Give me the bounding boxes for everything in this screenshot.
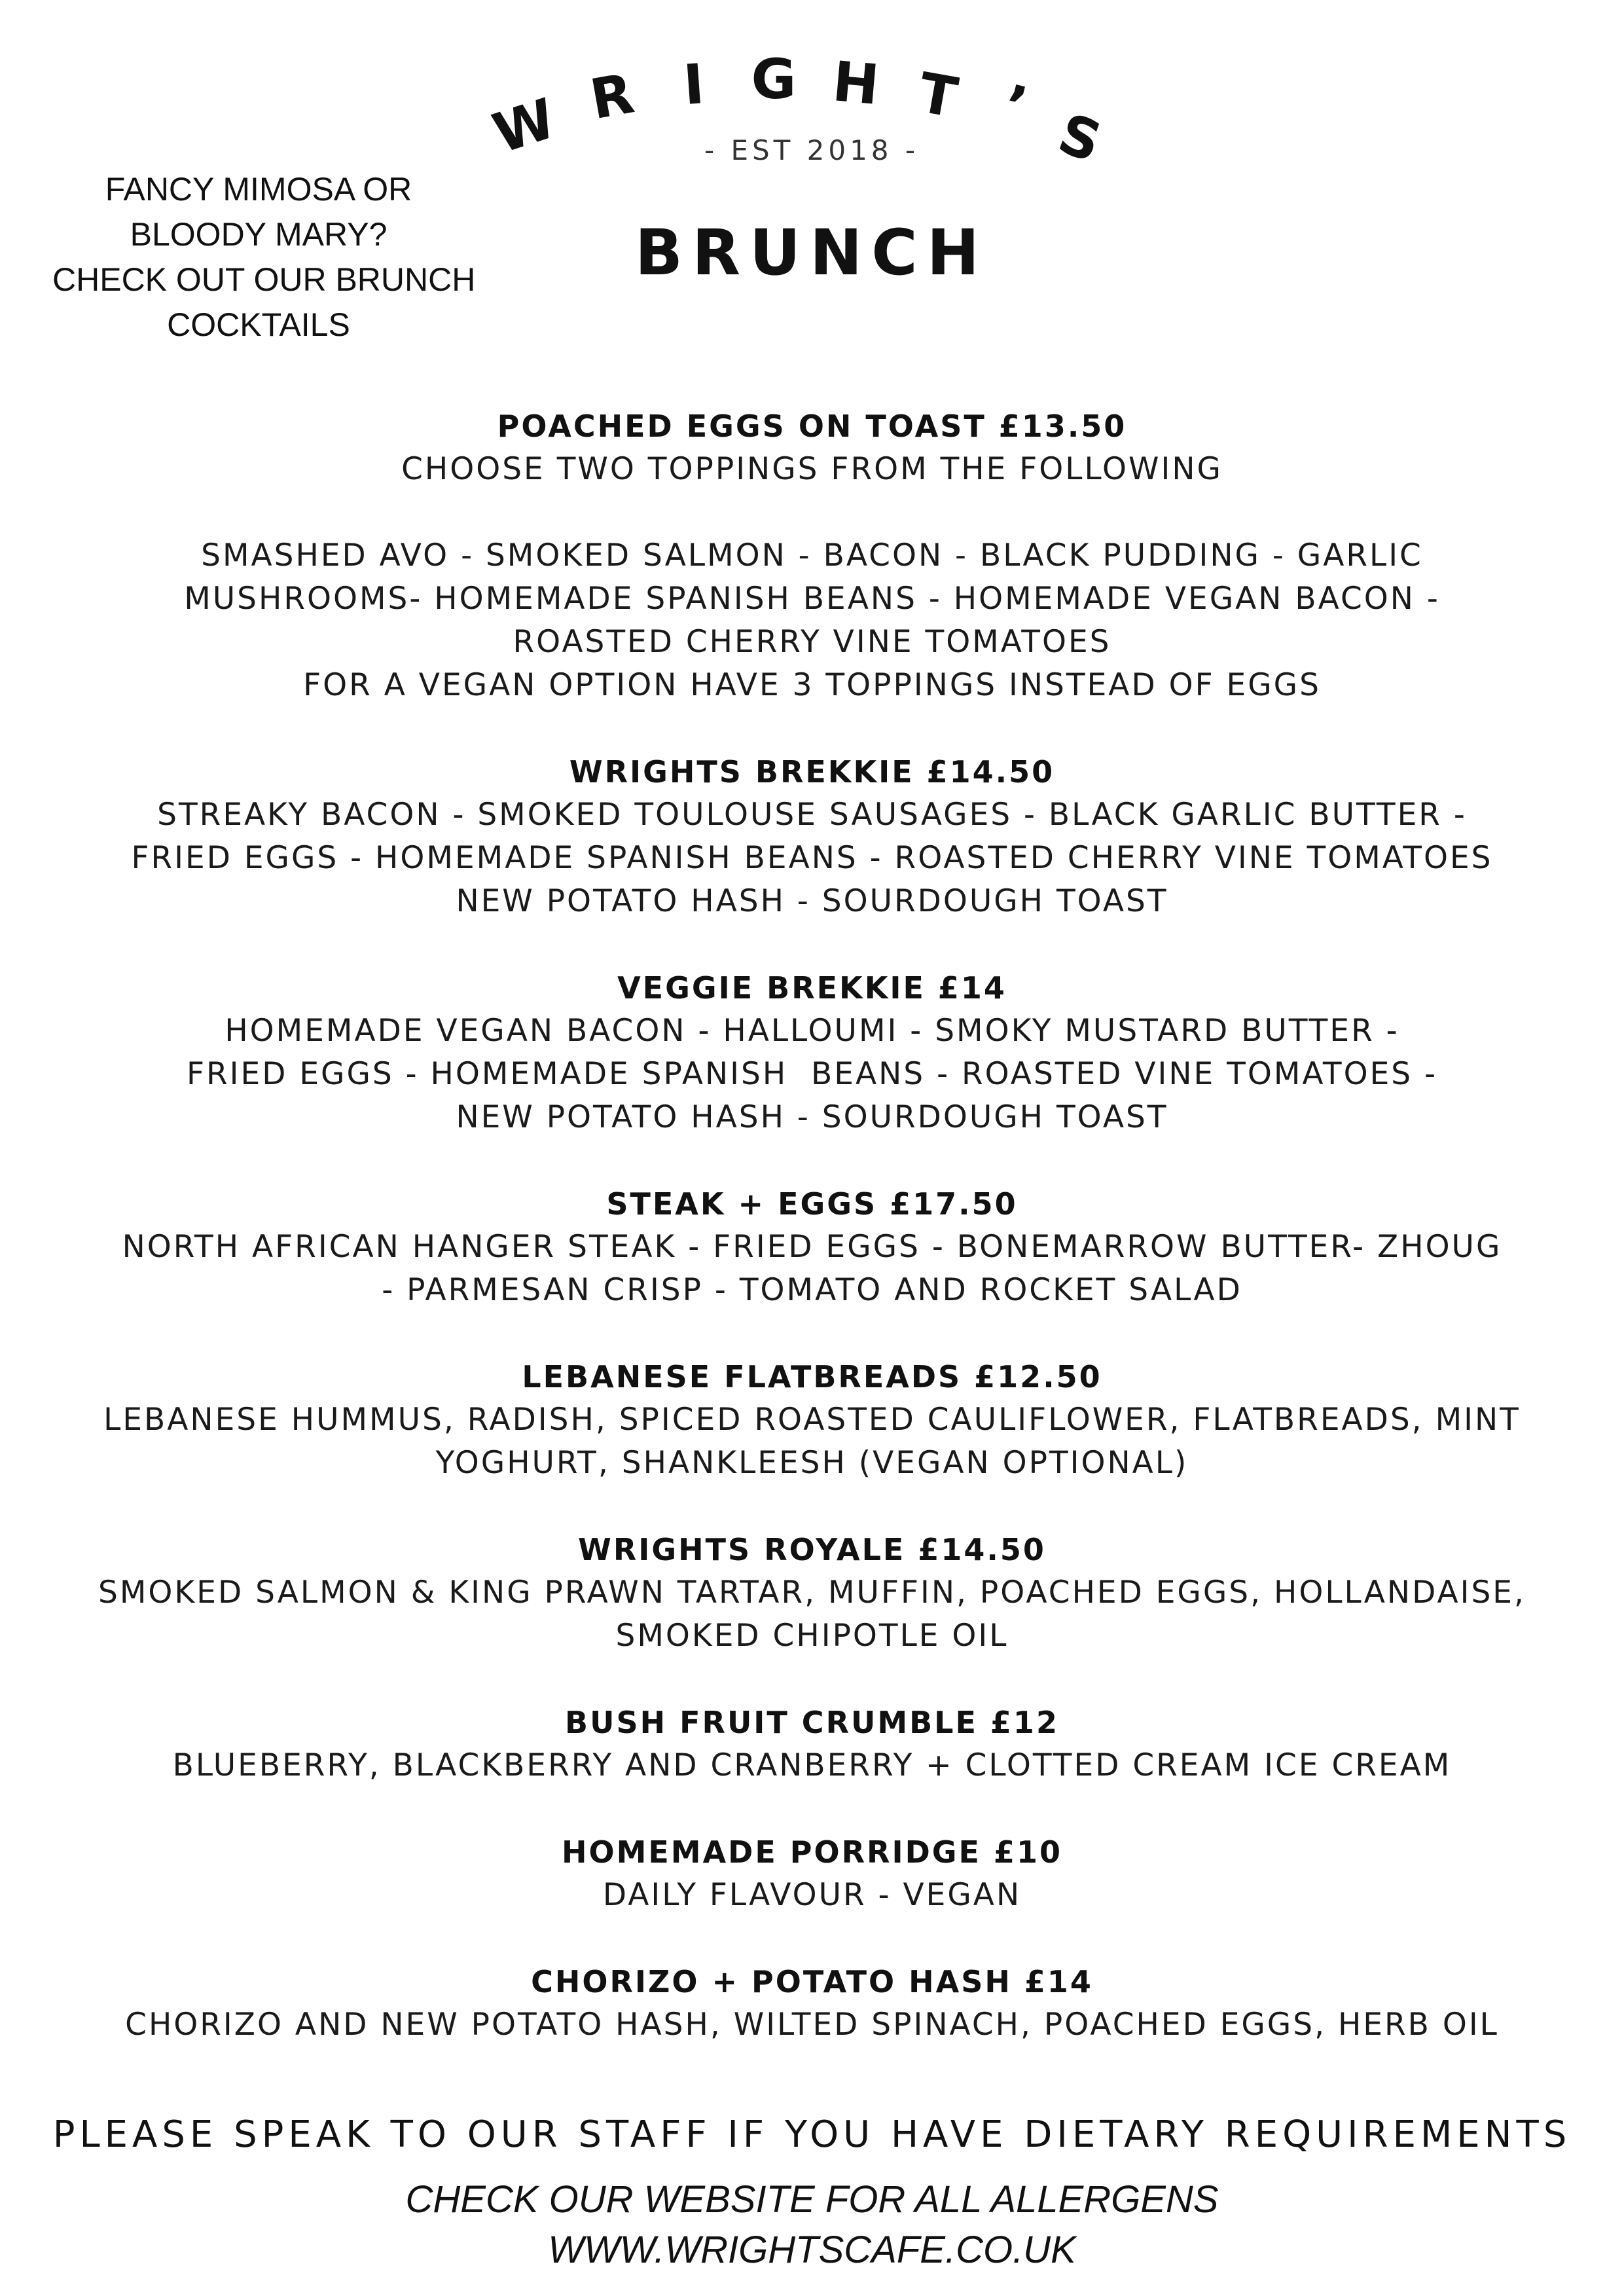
menu-item-description: NORTH AFRICAN HANGER STEAK - FRIED EGGS - BONEMARROW BUTTER- ZHOUG [122, 1229, 1502, 1265]
menu-item-title: POACHED EGGS ON TOAST £13.50 [497, 409, 1127, 444]
menu-item-description: SMASHED AVO - SMOKED SALMON - BACON - BLACK PUDDING - GARLIC [201, 538, 1423, 574]
menu-item-description: CHORIZO AND NEW POTATO HASH, WILTED SPINACH, POACHED EGGS, HERB OIL [125, 2007, 1499, 2043]
menu-item-title: WRIGHTS ROYALE £14.50 [578, 1532, 1046, 1567]
wrights-logo [484, 46, 1126, 196]
menu-item-title: CHORIZO + POTATO HASH £14 [531, 1964, 1093, 1999]
logo-apostrophe: ’ [997, 72, 1034, 140]
menu-item [65, 1701, 1559, 1787]
menu-item-description: STREAKY BACON - SMOKED TOULOUSE SAUSAGES - BLACK GARLIC BUTTER - [157, 797, 1467, 833]
menu-item-description: FOR A VEGAN OPTION HAVE 3 TOPPINGS INSTEAD OF EGGS [303, 667, 1321, 703]
page-title: BRUNCH [634, 216, 989, 289]
established-date: - EST 2018 - [704, 134, 920, 166]
logo-letter-g: G [751, 47, 797, 111]
dietary-notice: PLEASE SPEAK TO OUR STAFF IF YOU HAVE DIETARY REQUIREMENTS [52, 2113, 1572, 2156]
menu-item-title: LEBANESE FLATBREADS £12.50 [522, 1359, 1102, 1394]
menu-item-description: LEBANESE HUMMUS, RADISH, SPICED ROASTED CAULIFLOWER, FLATBREADS, MINT [103, 1402, 1521, 1438]
menu-item-description: DAILY FLAVOUR - VEGAN [602, 1877, 1022, 1913]
logo-letter-s: S [1050, 101, 1110, 175]
cocktail-promo-line: BLOODY MARY? [130, 216, 388, 253]
cocktail-promo-line: COCKTAILS [167, 306, 350, 343]
menu-item [65, 1831, 1559, 1917]
menu-item [65, 750, 1559, 923]
allergens-notice: CHECK OUR WEBSITE FOR ALL ALLERGENS [405, 2178, 1219, 2221]
menu-item-description: SMOKED CHIPOTLE OIL [615, 1618, 1009, 1654]
menu-item-description: ROASTED CHERRY VINE TOMATOES [513, 624, 1111, 660]
logo-letter-t: T [914, 60, 962, 130]
menu-item-title: BUSH FRUIT CRUMBLE £12 [565, 1705, 1059, 1740]
menu-item-description: NEW POTATO HASH - SOURDOUGH TOAST [456, 1099, 1168, 1135]
wrights-logo-wordmark [484, 46, 1126, 196]
menu-item-description: BLUEBERRY, BLACKBERRY AND CRANBERRY + CLOTTED CREAM ICE CREAM [172, 1747, 1452, 1783]
cocktail-promo-line: CHECK OUT OUR BRUNCH [52, 261, 476, 298]
menu-list [65, 405, 1559, 2090]
cocktail-promo-line: FANCY MIMOSA OR [105, 171, 412, 208]
menu-item-title: VEGGIE BREKKIE £14 [617, 970, 1007, 1006]
menu-item [65, 1960, 1559, 2047]
website-link[interactable]: WWW.WRIGHTSCAFE.CO.UK [548, 2229, 1076, 2271]
menu-item-title: WRIGHTS BREKKIE £14.50 [569, 754, 1055, 790]
menu-item-description: MUSHROOMS- HOMEMADE SPANISH BEANS - HOMEMADE VEGAN BACON - [184, 581, 1440, 617]
logo-letter-h: H [830, 49, 882, 117]
menu-item [65, 1528, 1559, 1658]
menu-item-description: CHOOSE TWO TOPPINGS FROM THE FOLLOWING [401, 451, 1223, 487]
logo-letter-i: I [681, 52, 706, 118]
menu-item-title: HOMEMADE PORRIDGE £10 [562, 1834, 1062, 1870]
menu-item [65, 405, 1559, 707]
spacer [65, 491, 1559, 534]
cocktail-promo [52, 167, 476, 348]
menu-item-description: NEW POTATO HASH - SOURDOUGH TOAST [456, 883, 1168, 919]
menu-item [65, 966, 1559, 1139]
menu-item-description: YOGHURT, SHANKLEESH (VEGAN OPTIONAL) [435, 1445, 1189, 1481]
logo-letter-w: W [485, 86, 564, 166]
menu-item-description: FRIED EGGS - HOMEMADE SPANISH BEANS - ROASTED CHERRY VINE TOMATOES [131, 840, 1493, 876]
menu-item-description: - PARMESAN CRISP - TOMATO AND ROCKET SALAD [382, 1272, 1242, 1308]
menu-item-description: FRIED EGGS - HOMEMADE SPANISH BEANS - ROASTED VINE TOMATOES - [186, 1056, 1438, 1092]
menu-item [65, 1355, 1559, 1485]
menu-item [65, 1182, 1559, 1312]
menu-item-title: STEAK + EGGS £17.50 [606, 1186, 1018, 1222]
menu-item-description: SMOKED SALMON & KING PRAWN TARTAR, MUFFIN, POACHED EGGS, HOLLANDAISE, [98, 1575, 1526, 1611]
menu-item-description: HOMEMADE VEGAN BACON - HALLOUMI - SMOKY MUSTARD BUTTER - [225, 1013, 1399, 1049]
logo-letter-r: R [585, 61, 639, 132]
